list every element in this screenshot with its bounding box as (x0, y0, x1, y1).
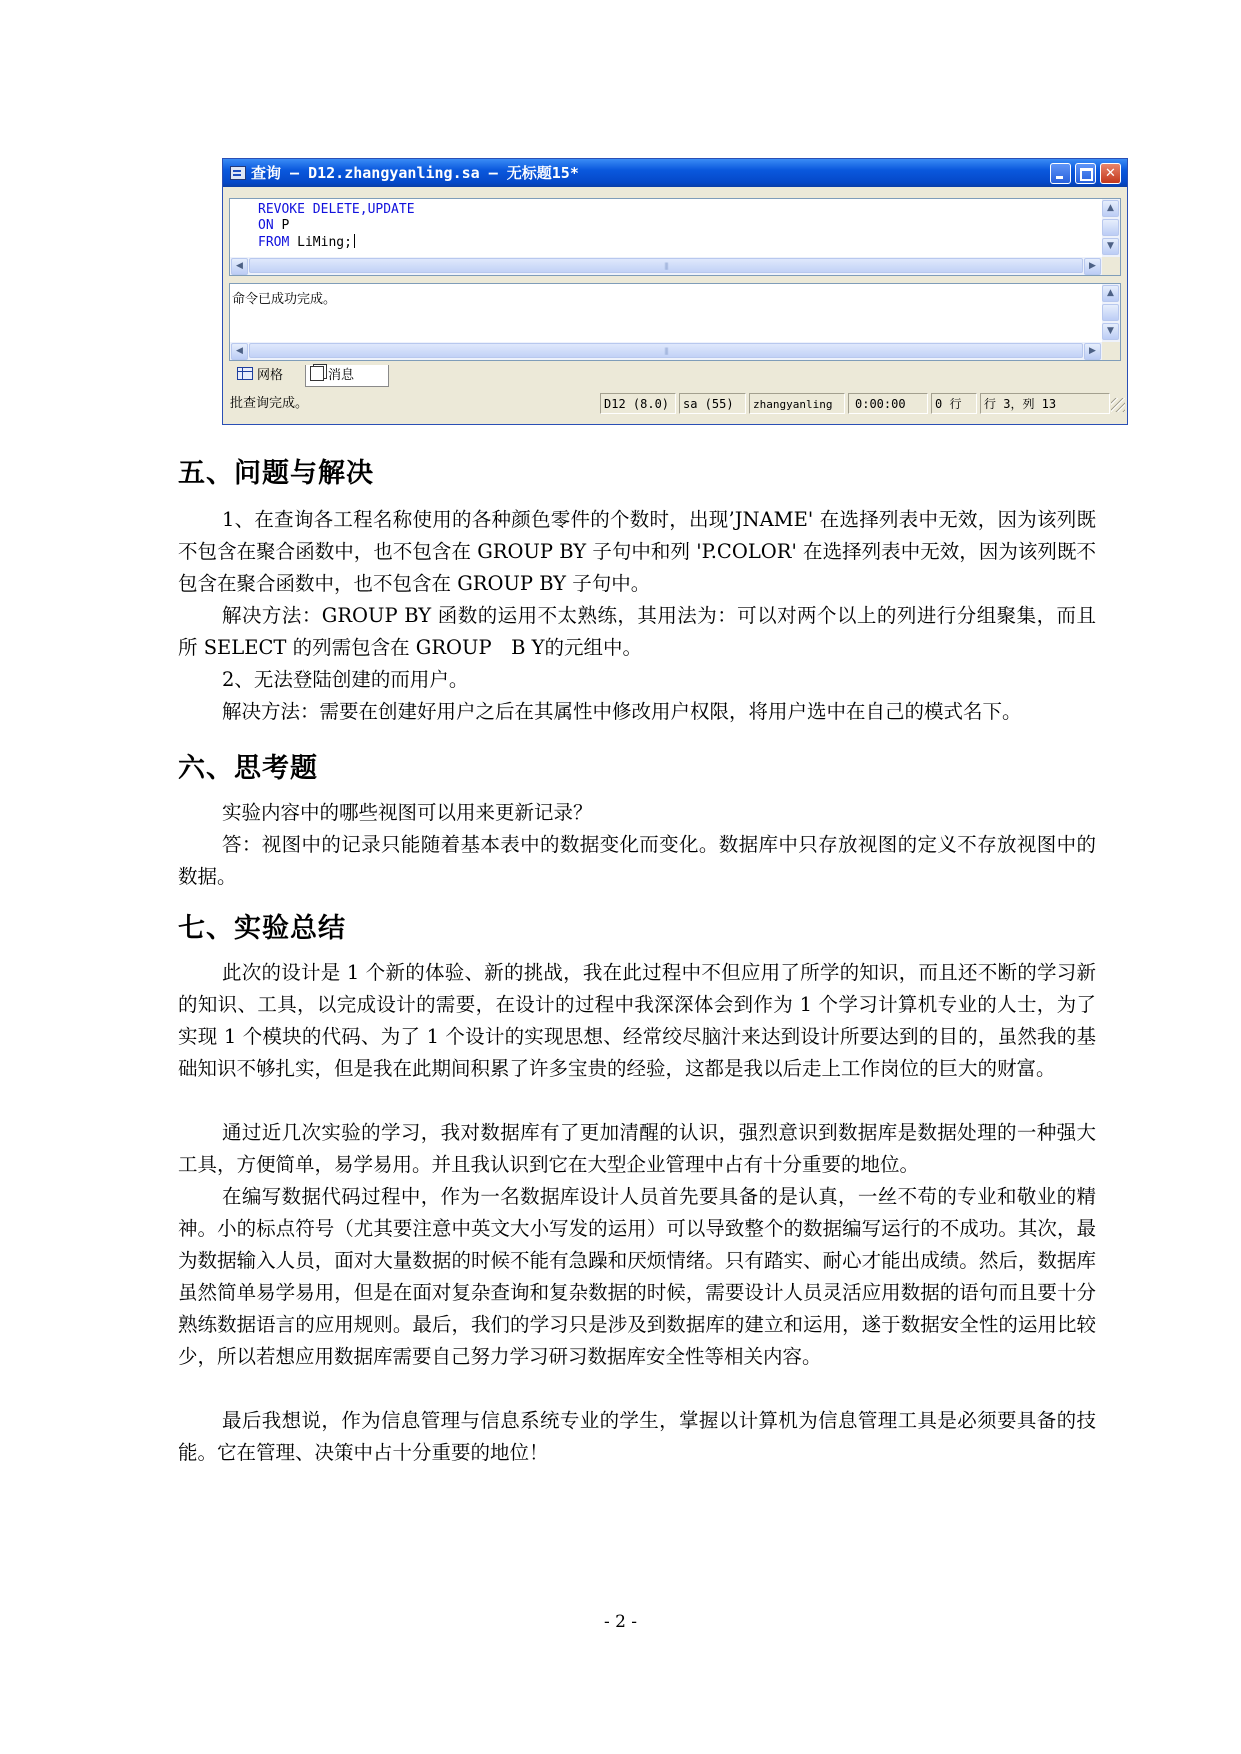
section-heading: 六、思考题 (178, 753, 318, 784)
scroll-right-icon[interactable]: ▶ (1084, 343, 1101, 360)
scroll-down-icon[interactable]: ▼ (1102, 238, 1119, 255)
scroll-up-icon[interactable]: ▲ (1102, 200, 1119, 217)
page-number: - 2 - (603, 1612, 638, 1632)
query-editor[interactable] (229, 198, 1121, 276)
results-horizontal-scrollbar[interactable] (230, 342, 1102, 360)
paragraph: 答：视图中的记录只能随着基本表中的数据变化而变化。数据库中只存放视图的定义不存放视图中的数据。 (178, 833, 1096, 888)
code-line-3: FROM LiMing; (258, 234, 415, 251)
section-heading: 五、问题与解决 (178, 458, 374, 489)
status-time: 0:00:00 (848, 393, 928, 414)
status-bar (227, 392, 1125, 416)
paragraph: 最后我想说，作为信息管理与信息系统专业的学生，掌握以计算机为信息管理工具是必须要具备的技能。它在管理、决策中占十分重要的地位！ (178, 1409, 1096, 1464)
scroll-corner (1102, 257, 1120, 275)
scroll-thumb[interactable] (1102, 304, 1119, 321)
maximize-button[interactable] (1075, 163, 1096, 184)
paragraph: 通过近几次实验的学习，我对数据库有了更加清醒的认识，强烈意识到数据库是数据处理的一种强大工具，方便简单，易学易用。并且我认识到它在大型企业管理中占有十分重要的地位。 (178, 1121, 1096, 1176)
scroll-thumb[interactable] (249, 343, 1083, 358)
paragraph: 在编写数据代码过程中，作为一名数据库设计人员首先要具备的是认真，一丝不苟的专业和敬业的精神。小的标点符号（尤其要注意中英文大小写发的运用）可以导致整个的数据编写运行的不成功。其次，最为数据输入人员，面对大量数据的时候不能有急躁和厌烦情绪。只有踏实、耐心才能出成绩。然后，数据库虽然简单易学易用，但是在面对复杂查询和复杂数据的时候，需要设计人员灵活应用数据的语句而且要十分熟练数据语言的应用规则。最后，我们的学习只是涉及到数据库的建立和运用，遂于数据安全性的运用比较少，所以若想应用数据库需要自己努力学习研习数据库安全性等相关内容。 (178, 1185, 1096, 1368)
result-message: 命令已成功完成。 (232, 292, 337, 307)
status-text: 批查询完成。 (230, 396, 309, 411)
paragraph: 2、无法登陆创建的而用户。 (222, 668, 469, 691)
scroll-up-icon[interactable]: ▲ (1102, 285, 1119, 302)
window-title: 查询 — D12.zhangyanling.sa — 无标题15* (251, 164, 579, 182)
status-rows: 0 行 (931, 393, 977, 414)
paragraph: 实验内容中的哪些视图可以用来更新记录？ (222, 801, 593, 824)
status-user: sa (55) (679, 393, 746, 414)
sql-code[interactable] (258, 202, 415, 251)
scroll-thumb[interactable] (1102, 219, 1119, 236)
section-heading: 七、实验总结 (178, 913, 346, 944)
minimize-button[interactable] (1050, 163, 1071, 184)
editor-horizontal-scrollbar[interactable] (230, 257, 1102, 275)
text-caret (354, 234, 355, 248)
results-pane[interactable] (229, 283, 1121, 361)
paragraph: 1、在查询各工程名称使用的各种颜色零件的个数时，出现’JNAME' 在选择列表中无效，因为该列既不包含在聚合函数中，也不包含在 GROUP BY 子句中和列 'P.COLOR' 在选择列表中无效，因为该列既不包含在聚合函数中，也不包含在 GROUP BY 子句中。 (178, 508, 1096, 595)
messages-icon (310, 366, 324, 381)
scroll-left-icon[interactable]: ◀ (231, 258, 248, 275)
code-line-2: ON P (258, 218, 290, 233)
query-window-icon (230, 166, 246, 180)
grid-icon (237, 367, 253, 380)
tab-grid[interactable]: 网格 (231, 365, 305, 387)
scroll-right-icon[interactable]: ▶ (1084, 258, 1101, 275)
close-button[interactable]: ✕ (1100, 163, 1121, 184)
tab-messages[interactable]: 消息 (305, 365, 389, 387)
scroll-left-icon[interactable]: ◀ (231, 343, 248, 360)
status-server: D12 (8.0) (600, 393, 676, 414)
paragraph: 此次的设计是 1 个新的体验、新的挑战，我在此过程中不但应用了所学的知识，而且还不断的学习新的知识、工具，以完成设计的需要，在设计的过程中我深深体会到作为 1 个学习计算机专业的人士，为了实现 1 个模块的代码、为了 1 个设计的实现思想、经常绞尽脑汁来达到设计所要达到的目的，虽然我的基础知识不够扎实，但是我在此期间积累了许多宝贵的经验，这都是我以后走上工作岗位的巨大的财富。 (178, 961, 1096, 1080)
scroll-corner (1102, 342, 1120, 360)
status-cursor-position: 行 3，列 13 (980, 393, 1110, 414)
results-vertical-scrollbar[interactable] (1102, 284, 1120, 342)
status-database: zhangyanling (749, 393, 845, 414)
paragraph: 解决方法：GROUP BY 函数的运用不太熟练，其用法为：可以对两个以上的列进行分组聚集，而且所 SELECT 的列需包含在 GROUP B Y的元组中。 (178, 604, 1096, 659)
scroll-thumb[interactable] (249, 258, 1083, 273)
query-window (222, 158, 1128, 425)
scroll-down-icon[interactable]: ▼ (1102, 323, 1119, 340)
window-titlebar[interactable] (223, 159, 1127, 187)
resize-grip-icon[interactable] (1111, 398, 1125, 412)
paragraph: 解决方法：需要在创建好用户之后在其属性中修改用户权限，将用户选中在自己的模式名下。 (222, 700, 1022, 723)
editor-vertical-scrollbar[interactable] (1102, 199, 1120, 257)
code-line-1: REVOKE DELETE,UPDATE (258, 202, 415, 217)
